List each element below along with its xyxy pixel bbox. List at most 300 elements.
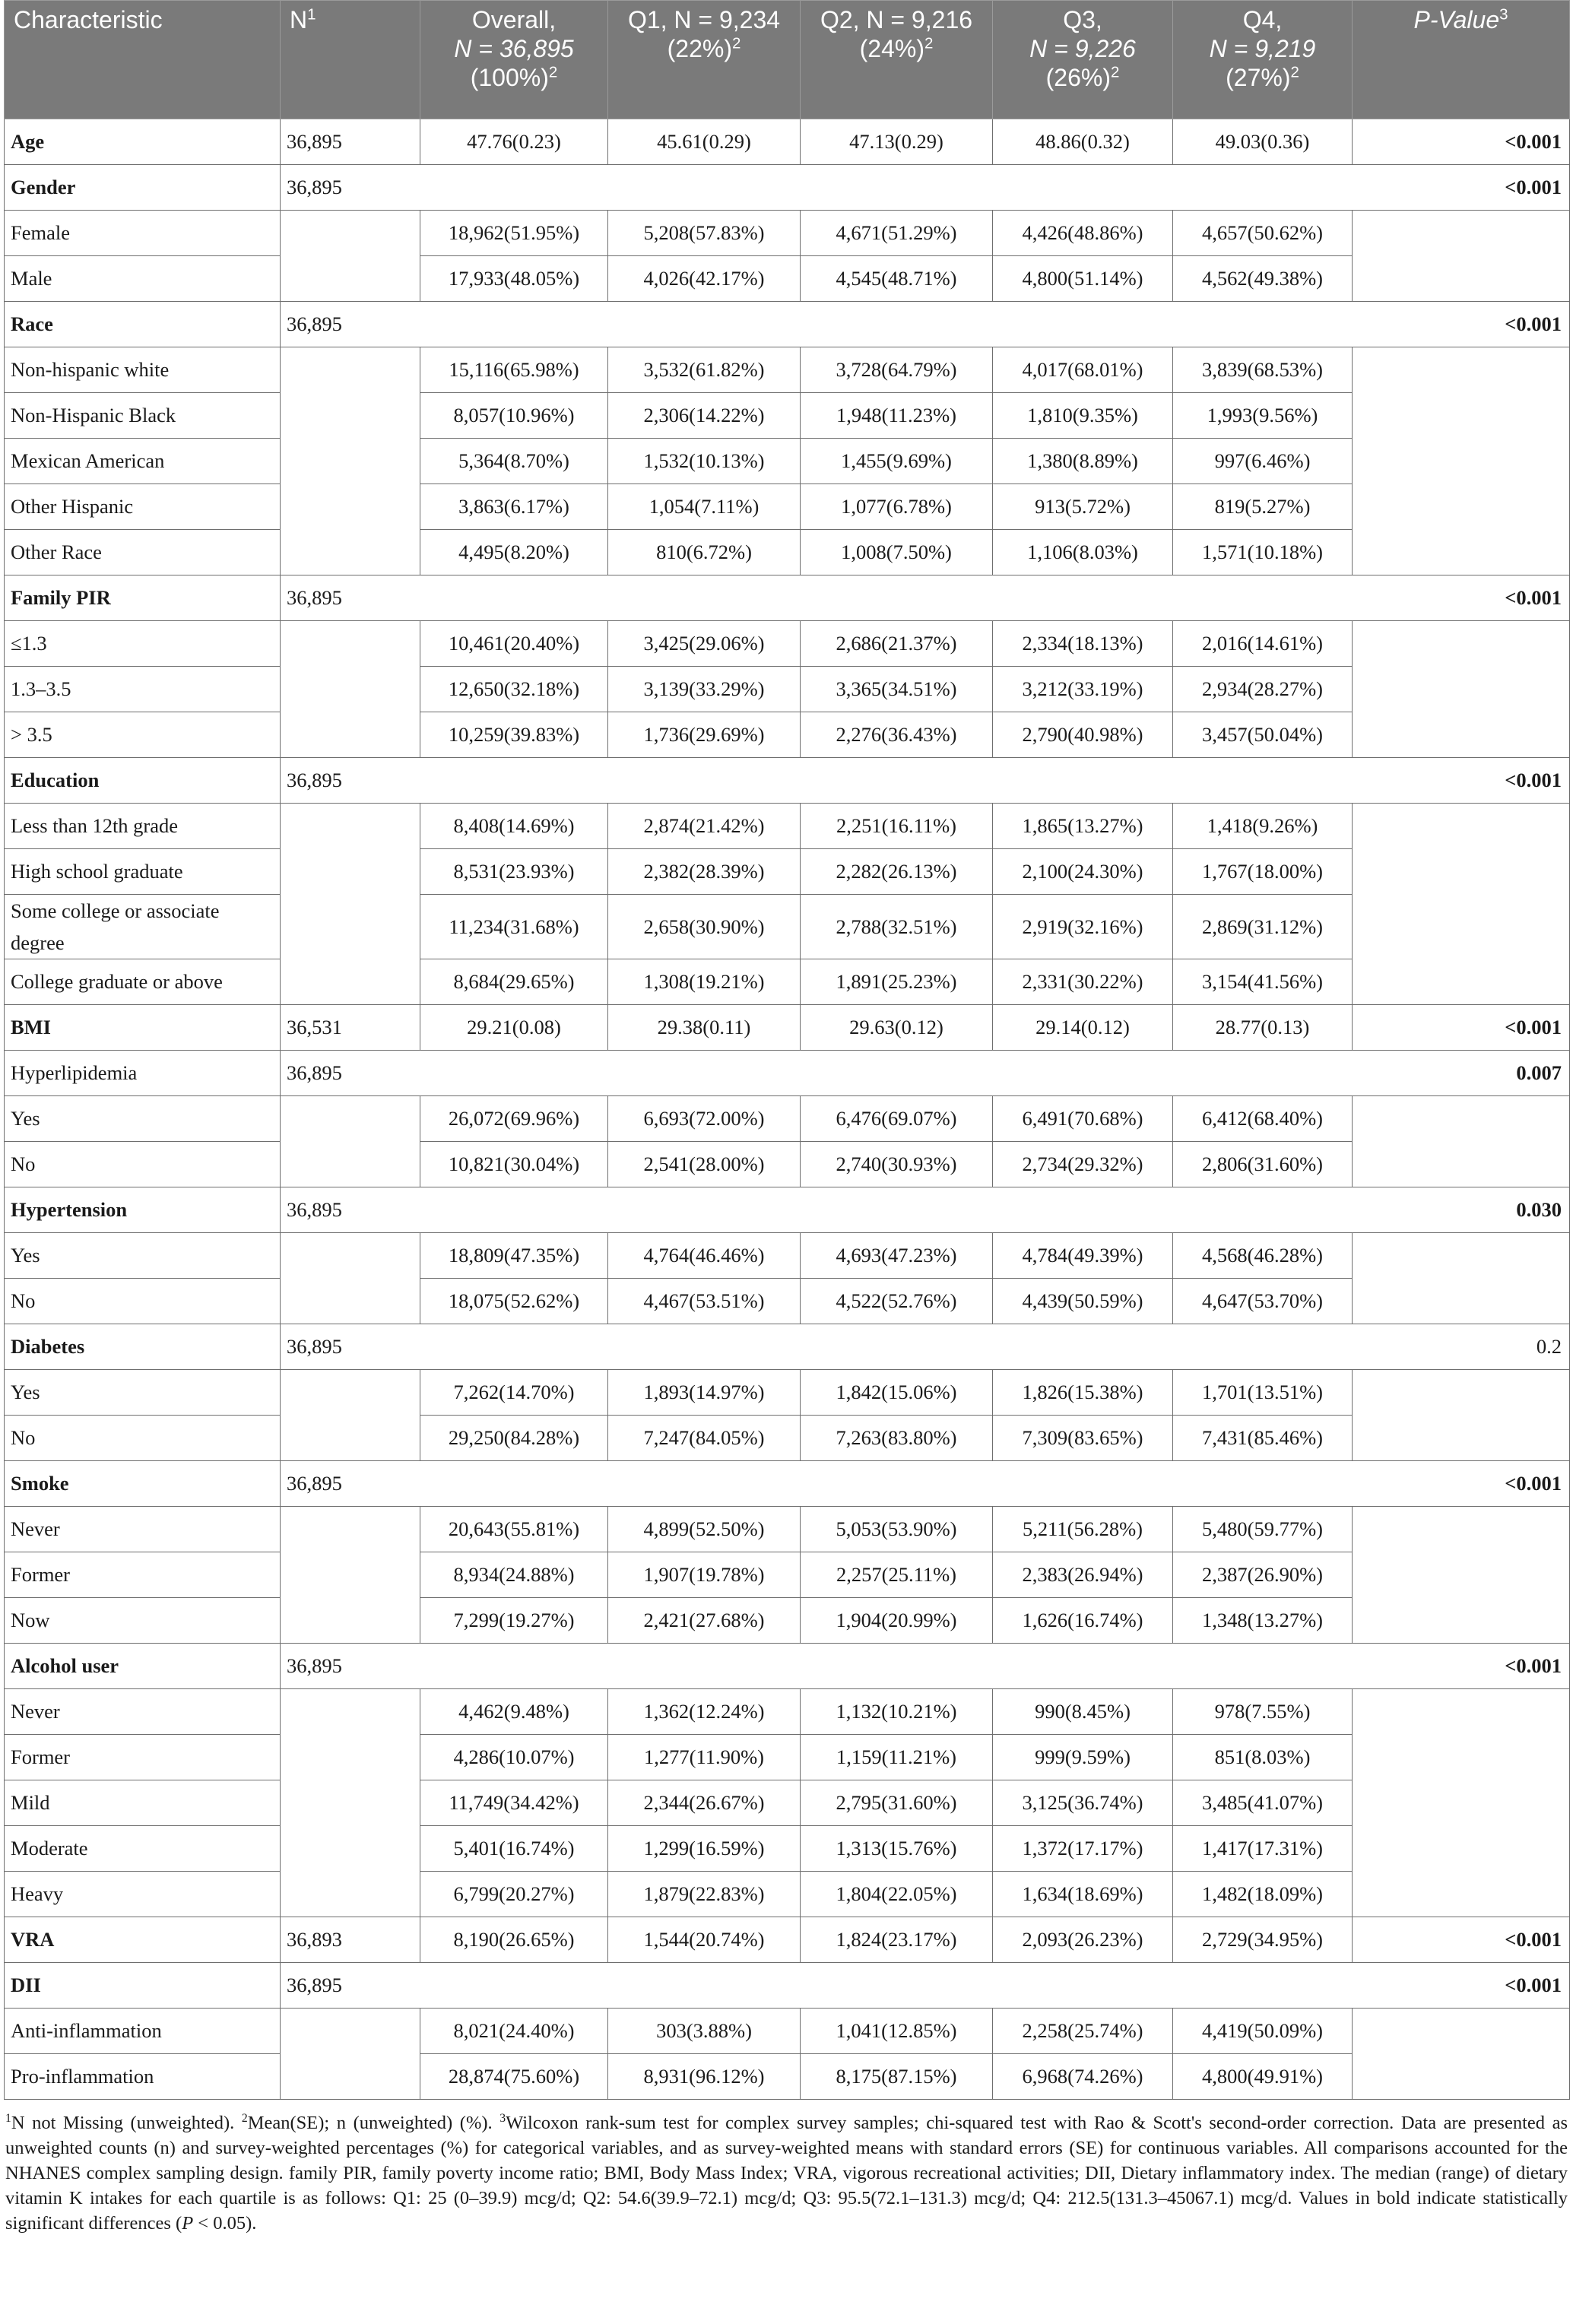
n-cell-empty (281, 1507, 420, 1552)
q4-cell: 997(6.46%) (1173, 439, 1353, 484)
n-cell: 36,895 (281, 302, 420, 347)
q3-cell: 2,093(26.23%) (993, 1917, 1173, 1963)
overall-cell: 8,684(29.65%) (420, 959, 608, 1005)
n-cell-empty (281, 1689, 420, 1735)
table-row-alc (5, 1644, 1570, 1689)
n-cell: 36,895 (281, 1187, 420, 1233)
q4-cell: 49.03(0.36) (1173, 119, 1353, 165)
q4-cell: 1,701(13.51%) (1173, 1370, 1353, 1416)
table-row-race (5, 302, 1570, 347)
q3-cell: 1,826(15.38%) (993, 1370, 1173, 1416)
p-value-cell: <0.001 (1353, 302, 1570, 347)
n-cell-empty (281, 959, 420, 1005)
characteristic-cell: Former (5, 1735, 281, 1780)
characteristic-cell: Education (5, 758, 281, 804)
q3-cell: 29.14(0.12) (993, 1005, 1173, 1051)
n-cell-empty (281, 393, 420, 439)
characteristic-cell: Anti-inflammation (5, 2009, 281, 2054)
n-cell-empty (281, 211, 420, 256)
header-q3: Q3, N = 9,226 $(26\%)^2$ (993, 1, 1173, 119)
q4-cell: 851(8.03%) (1173, 1735, 1353, 1780)
q1-cell: 2,874(21.42%) (608, 804, 801, 849)
n-cell-empty (281, 1872, 420, 1917)
n-cell-empty (281, 2009, 420, 2054)
characteristic-cell: Male (5, 256, 281, 302)
p-value-cell-empty (1353, 1735, 1570, 1780)
q1-cell: 45.61(0.29) (608, 119, 801, 165)
characteristic-cell: ≤1.3 (5, 621, 281, 667)
q4-cell: 2,016(14.61%) (1173, 621, 1353, 667)
q3-cell: 1,810(9.35%) (993, 393, 1173, 439)
n-cell-empty (281, 484, 420, 530)
q2-cell: 1,891(25.23%) (801, 959, 993, 1005)
q4-cell: 2,729(34.95%) (1173, 1917, 1353, 1963)
characteristic-cell: Heavy (5, 1872, 281, 1917)
q3-cell: 48.86(0.32) (993, 119, 1173, 165)
q3-cell: 4,800(51.14%) (993, 256, 1173, 302)
q4-cell: 3,457(50.04%) (1173, 712, 1353, 758)
q1-cell: 3,139(33.29%) (608, 667, 801, 712)
characteristic-cell: Never (5, 1689, 281, 1735)
q4-cell: 4,419(50.09%) (1173, 2009, 1353, 2054)
empty-cell (420, 1461, 1353, 1507)
p-value-cell-empty (1353, 959, 1570, 1005)
empty-cell (420, 758, 1353, 804)
table-row-nhw (5, 347, 1570, 393)
q4-cell: 819(5.27%) (1173, 484, 1353, 530)
characteristic-cell: Former (5, 1552, 281, 1598)
table-row-edu2 (5, 849, 1570, 895)
table-row-pir (5, 575, 1570, 621)
n-cell-empty (281, 1552, 420, 1598)
table-row-age (5, 119, 1570, 165)
q1-cell: 6,693(72.00%) (608, 1096, 801, 1142)
characteristic-cell: DII (5, 1963, 281, 2009)
q4-cell: 4,657(50.62%) (1173, 211, 1353, 256)
q2-cell: 1,159(11.21%) (801, 1735, 993, 1780)
p-value-cell: 0.030 (1353, 1187, 1570, 1233)
overall-cell: 8,531(23.93%) (420, 849, 608, 895)
p-value-cell-empty (1353, 1507, 1570, 1552)
n-cell-empty (281, 667, 420, 712)
overall-cell: 8,021(24.40%) (420, 2009, 608, 2054)
q2-cell: 1,948(11.23%) (801, 393, 993, 439)
p-value-cell-empty (1353, 712, 1570, 758)
table-footnote: $^1$N not Missing (unweighted). $^2$Mean(SE); n (unweighted) (%). $^3$Wilcoxon rank-sum test for complex survey samples; chi-squared test with Rao & Scott's second-order correction. Data are presented as unweighted counts (n) and survey-weighted percentages (%) for categorical variables, and as survey-weighted means with standard errors (SE) for continuous variables. All comparisons accounted for the NHANES complex sampling design. family PIR, family poverty income ratio; BMI, Body Mass Index; VRA, vigorous recreational activities; DII, Dietary inflammatory index. The median (range) of dietary vitamin K intakes for each quartile is as follows: Q1: 25 (0–39.9) mcg/d; Q2: 54.6(39.9–72.1) mcg/d; Q3: 95.5(72.1–131.3) mcg/d; Q4: 212.5(131.3–45067.1) mcg/d. Values in bold indicate statistically significant differences (P < 0.05). (5, 2111, 1568, 2234)
overall-cell: 10,821(30.04%) (420, 1142, 608, 1187)
table-row-bmi (5, 1005, 1570, 1051)
n-cell-empty (281, 712, 420, 758)
n-cell: 36,531 (281, 1005, 420, 1051)
n-cell-empty (281, 530, 420, 575)
overall-cell: 4,462(9.48%) (420, 1689, 608, 1735)
n-cell-empty (281, 1735, 420, 1780)
empty-cell (420, 1644, 1353, 1689)
n-cell-empty (281, 1233, 420, 1279)
p-value-cell-empty (1353, 895, 1570, 959)
q1-cell: 8,931(96.12%) (608, 2054, 801, 2100)
overall-cell: 15,116(65.98%) (420, 347, 608, 393)
p-value-cell: <0.001 (1353, 575, 1570, 621)
q3-cell: 2,790(40.98%) (993, 712, 1173, 758)
characteristic-cell: Female (5, 211, 281, 256)
q2-cell: 2,251(16.11%) (801, 804, 993, 849)
n-cell-empty (281, 621, 420, 667)
p-value-cell-empty (1353, 1416, 1570, 1461)
p-value-cell: <0.001 (1353, 758, 1570, 804)
q3-cell: 2,100(24.30%) (993, 849, 1173, 895)
q1-cell: 2,344(26.67%) (608, 1780, 801, 1826)
characteristic-cell: Yes (5, 1370, 281, 1416)
table-row-db-no (5, 1416, 1570, 1461)
p-value-cell-empty (1353, 2054, 1570, 2100)
table-row-edu1 (5, 804, 1570, 849)
q1-cell: 810(6.72%) (608, 530, 801, 575)
n-cell: 36,895 (281, 1461, 420, 1507)
characteristic-cell: No (5, 1416, 281, 1461)
q4-cell: 4,800(49.91%) (1173, 2054, 1353, 2100)
table-row-nhb (5, 393, 1570, 439)
q2-cell: 2,795(31.60%) (801, 1780, 993, 1826)
q1-cell: 5,208(57.83%) (608, 211, 801, 256)
p-value-cell-empty (1353, 1279, 1570, 1324)
table-row-oh (5, 484, 1570, 530)
table-row-hl-no (5, 1142, 1570, 1187)
p-value-cell-empty (1353, 849, 1570, 895)
characteristic-cell: VRA (5, 1917, 281, 1963)
q2-cell: 1,804(22.05%) (801, 1872, 993, 1917)
overall-cell: 11,749(34.42%) (420, 1780, 608, 1826)
characteristic-cell: Moderate (5, 1826, 281, 1872)
q4-cell: 1,993(9.56%) (1173, 393, 1353, 439)
characteristic-cell: 1.3–3.5 (5, 667, 281, 712)
q1-cell: 303(3.88%) (608, 2009, 801, 2054)
q4-cell: 1,417(17.31%) (1173, 1826, 1353, 1872)
p-value-cell-empty (1353, 1233, 1570, 1279)
q3-cell: 5,211(56.28%) (993, 1507, 1173, 1552)
n-cell-empty (281, 1416, 420, 1461)
p-value-cell-empty (1353, 484, 1570, 530)
q3-cell: 4,017(68.01%) (993, 347, 1173, 393)
q2-cell: 4,545(48.71%) (801, 256, 993, 302)
p-value-cell-empty (1353, 804, 1570, 849)
table-row-dii-anti (5, 2009, 1570, 2054)
empty-cell (420, 1187, 1353, 1233)
table-row-al-mild (5, 1780, 1570, 1826)
p-value-cell-empty (1353, 2009, 1570, 2054)
empty-cell (420, 1963, 1353, 2009)
q1-cell: 4,899(52.50%) (608, 1507, 801, 1552)
characteristic-cell: Less than 12th grade (5, 804, 281, 849)
header-p-value: P-Value$^3$ (1353, 1, 1570, 119)
n-cell: 36,895 (281, 1644, 420, 1689)
q2-cell: 2,788(32.51%) (801, 895, 993, 959)
q2-cell: 2,276(36.43%) (801, 712, 993, 758)
q3-cell: 1,106(8.03%) (993, 530, 1173, 575)
characteristic-cell: Smoke (5, 1461, 281, 1507)
q3-cell: 990(8.45%) (993, 1689, 1173, 1735)
q1-cell: 4,467(53.51%) (608, 1279, 801, 1324)
n-cell: 36,895 (281, 1324, 420, 1370)
q4-cell: 4,647(53.70%) (1173, 1279, 1353, 1324)
overall-cell: 5,364(8.70%) (420, 439, 608, 484)
header-characteristic: Characteristic (5, 1, 281, 119)
q4-cell: 6,412(68.40%) (1173, 1096, 1353, 1142)
q3-cell: 4,426(48.86%) (993, 211, 1173, 256)
q4-cell: 28.77(0.13) (1173, 1005, 1353, 1051)
characteristic-cell: Family PIR (5, 575, 281, 621)
p-value-cell-empty (1353, 1826, 1570, 1872)
n-cell: 36,895 (281, 575, 420, 621)
overall-cell: 29.21(0.08) (420, 1005, 608, 1051)
q2-cell: 1,041(12.85%) (801, 2009, 993, 2054)
p-value-cell: <0.001 (1353, 1963, 1570, 2009)
q1-cell: 1,907(19.78%) (608, 1552, 801, 1598)
p-value-cell: <0.001 (1353, 165, 1570, 211)
characteristic-cell: Non-hispanic white (5, 347, 281, 393)
p-value-cell: <0.001 (1353, 1917, 1570, 1963)
characteristic-cell: No (5, 1279, 281, 1324)
q2-cell: 4,671(51.29%) (801, 211, 993, 256)
p-value-cell-empty (1353, 393, 1570, 439)
q3-cell: 999(9.59%) (993, 1735, 1173, 1780)
n-cell-empty (281, 1780, 420, 1826)
table-row-gender (5, 165, 1570, 211)
q3-cell: 2,919(32.16%) (993, 895, 1173, 959)
q2-cell: 47.13(0.29) (801, 119, 993, 165)
q3-cell: 3,212(33.19%) (993, 667, 1173, 712)
q4-cell: 1,571(10.18%) (1173, 530, 1353, 575)
q4-cell: 7,431(85.46%) (1173, 1416, 1353, 1461)
table-header (5, 1, 1570, 119)
q3-cell: 2,331(30.22%) (993, 959, 1173, 1005)
n-cell: 36,895 (281, 758, 420, 804)
q2-cell: 7,263(83.80%) (801, 1416, 993, 1461)
overall-cell: 18,962(51.95%) (420, 211, 608, 256)
header-n: $N^1$ (281, 1, 420, 119)
q4-cell: 3,154(41.56%) (1173, 959, 1353, 1005)
characteristic-cell: No (5, 1142, 281, 1187)
empty-cell (420, 302, 1353, 347)
characteristic-cell: Diabetes (5, 1324, 281, 1370)
characteristics-table (4, 0, 1570, 2100)
overall-cell: 5,401(16.74%) (420, 1826, 608, 1872)
q2-cell: 3,728(64.79%) (801, 347, 993, 393)
q3-cell: 2,734(29.32%) (993, 1142, 1173, 1187)
p-value-cell-empty (1353, 1552, 1570, 1598)
q1-cell: 2,382(28.39%) (608, 849, 801, 895)
table-row-mex (5, 439, 1570, 484)
n-cell-empty (281, 804, 420, 849)
q1-cell: 1,736(29.69%) (608, 712, 801, 758)
overall-cell: 17,933(48.05%) (420, 256, 608, 302)
p-value-cell: <0.001 (1353, 1644, 1570, 1689)
q2-cell: 4,693(47.23%) (801, 1233, 993, 1279)
p-value-cell-empty (1353, 1370, 1570, 1416)
q3-cell: 6,968(74.26%) (993, 2054, 1173, 2100)
n-cell-empty (281, 256, 420, 302)
characteristic-cell: Race (5, 302, 281, 347)
q4-cell: 4,562(49.38%) (1173, 256, 1353, 302)
n-cell: 36,895 (281, 165, 420, 211)
table-row-sm-former (5, 1552, 1570, 1598)
q2-cell: 4,522(52.76%) (801, 1279, 993, 1324)
overall-cell: 20,643(55.81%) (420, 1507, 608, 1552)
q2-cell: 8,175(87.15%) (801, 2054, 993, 2100)
n-cell-empty (281, 439, 420, 484)
characteristic-cell: Non-Hispanic Black (5, 393, 281, 439)
n-cell-empty (281, 347, 420, 393)
table-row-sm-now (5, 1598, 1570, 1644)
overall-cell: 7,299(19.27%) (420, 1598, 608, 1644)
p-value-cell-empty (1353, 256, 1570, 302)
p-value-cell-empty (1353, 439, 1570, 484)
q3-cell: 1,380(8.89%) (993, 439, 1173, 484)
q2-cell: 2,257(25.11%) (801, 1552, 993, 1598)
table-row-pir1 (5, 621, 1570, 667)
q2-cell: 29.63(0.12) (801, 1005, 993, 1051)
q1-cell: 29.38(0.11) (608, 1005, 801, 1051)
q1-cell: 1,362(12.24%) (608, 1689, 801, 1735)
overall-cell: 12,650(32.18%) (420, 667, 608, 712)
q4-cell: 2,934(28.27%) (1173, 667, 1353, 712)
q1-cell: 1,893(14.97%) (608, 1370, 801, 1416)
table-row-pir3 (5, 712, 1570, 758)
q3-cell: 3,125(36.74%) (993, 1780, 1173, 1826)
overall-cell: 18,809(47.35%) (420, 1233, 608, 1279)
p-value-cell-empty (1353, 530, 1570, 575)
table-row-vra (5, 1917, 1570, 1963)
q2-cell: 1,313(15.76%) (801, 1826, 993, 1872)
p-value-cell-empty (1353, 347, 1570, 393)
p-value-cell-empty (1353, 621, 1570, 667)
characteristic-cell: Yes (5, 1096, 281, 1142)
p-value-cell-empty (1353, 1096, 1570, 1142)
q2-cell: 1,455(9.69%) (801, 439, 993, 484)
q1-cell: 4,764(46.46%) (608, 1233, 801, 1279)
header-q1: Q1, N = 9,234 $(22\%)^2$ (608, 1, 801, 119)
overall-cell: 6,799(20.27%) (420, 1872, 608, 1917)
p-value-cell: <0.001 (1353, 1005, 1570, 1051)
n-cell-empty (281, 2054, 420, 2100)
overall-cell: 11,234(31.68%) (420, 895, 608, 959)
q3-cell: 6,491(70.68%) (993, 1096, 1173, 1142)
characteristic-cell: Alcohol user (5, 1644, 281, 1689)
q3-cell: 4,439(50.59%) (993, 1279, 1173, 1324)
characteristic-cell: College graduate or above (5, 959, 281, 1005)
p-value-cell-empty (1353, 1142, 1570, 1187)
overall-cell: 7,262(14.70%) (420, 1370, 608, 1416)
header-row (5, 1, 1570, 119)
q3-cell: 1,634(18.69%) (993, 1872, 1173, 1917)
q2-cell: 1,132(10.21%) (801, 1689, 993, 1735)
table-row-dii-pro (5, 2054, 1570, 2100)
q2-cell: 6,476(69.07%) (801, 1096, 993, 1142)
n-cell-empty (281, 1370, 420, 1416)
table-row-al-mod (5, 1826, 1570, 1872)
table-row-edu3 (5, 895, 1570, 959)
q1-cell: 1,879(22.83%) (608, 1872, 801, 1917)
characteristic-cell: Hyperlipidemia (5, 1051, 281, 1096)
q2-cell: 3,365(34.51%) (801, 667, 993, 712)
table-row-or (5, 530, 1570, 575)
table-row-db-yes (5, 1370, 1570, 1416)
q2-cell: 2,740(30.93%) (801, 1142, 993, 1187)
q1-cell: 7,247(84.05%) (608, 1416, 801, 1461)
characteristic-cell: Gender (5, 165, 281, 211)
q3-cell: 1,865(13.27%) (993, 804, 1173, 849)
q4-cell: 978(7.55%) (1173, 1689, 1353, 1735)
p-value-cell: <0.001 (1353, 1461, 1570, 1507)
characteristic-cell: Mild (5, 1780, 281, 1826)
n-cell: 36,895 (281, 1051, 420, 1096)
q2-cell: 1,842(15.06%) (801, 1370, 993, 1416)
empty-cell (420, 165, 1353, 211)
q1-cell: 3,425(29.06%) (608, 621, 801, 667)
n-cell: 36,893 (281, 1917, 420, 1963)
table-row-ht-no (5, 1279, 1570, 1324)
characteristic-cell: Some college or associate degree (5, 895, 281, 959)
n-cell-empty (281, 1096, 420, 1142)
empty-cell (420, 1324, 1353, 1370)
table-row-dii (5, 1963, 1570, 2009)
q3-cell: 4,784(49.39%) (993, 1233, 1173, 1279)
table-row-al-never (5, 1689, 1570, 1735)
q4-cell: 2,806(31.60%) (1173, 1142, 1353, 1187)
characteristic-cell: Other Race (5, 530, 281, 575)
overall-cell: 8,190(26.65%) (420, 1917, 608, 1963)
q2-cell: 1,077(6.78%) (801, 484, 993, 530)
overall-cell: 8,934(24.88%) (420, 1552, 608, 1598)
q1-cell: 1,308(19.21%) (608, 959, 801, 1005)
q3-cell: 1,372(17.17%) (993, 1826, 1173, 1872)
q4-cell: 1,767(18.00%) (1173, 849, 1353, 895)
q2-cell: 1,904(20.99%) (801, 1598, 993, 1644)
table-row-diab (5, 1324, 1570, 1370)
n-cell-empty (281, 1826, 420, 1872)
q4-cell: 3,485(41.07%) (1173, 1780, 1353, 1826)
overall-cell: 28,874(75.60%) (420, 2054, 608, 2100)
p-value-cell: <0.001 (1353, 119, 1570, 165)
characteristic-cell: Never (5, 1507, 281, 1552)
table-row-male (5, 256, 1570, 302)
q1-cell: 1,532(10.13%) (608, 439, 801, 484)
q2-cell: 2,686(21.37%) (801, 621, 993, 667)
q4-cell: 2,387(26.90%) (1173, 1552, 1353, 1598)
characteristic-cell: High school graduate (5, 849, 281, 895)
q1-cell: 2,541(28.00%) (608, 1142, 801, 1187)
q4-cell: 3,839(68.53%) (1173, 347, 1353, 393)
q1-cell: 2,658(30.90%) (608, 895, 801, 959)
table-row-hyperten (5, 1187, 1570, 1233)
characteristic-cell: > 3.5 (5, 712, 281, 758)
table-row-edu (5, 758, 1570, 804)
q3-cell: 2,383(26.94%) (993, 1552, 1173, 1598)
p-value-cell-empty (1353, 1598, 1570, 1644)
q3-cell: 2,334(18.13%) (993, 621, 1173, 667)
q3-cell: 7,309(83.65%) (993, 1416, 1173, 1461)
q3-cell: 1,626(16.74%) (993, 1598, 1173, 1644)
overall-cell: 29,250(84.28%) (420, 1416, 608, 1461)
table-row-ht-yes (5, 1233, 1570, 1279)
p-value-cell: 0.007 (1353, 1051, 1570, 1096)
q1-cell: 1,299(16.59%) (608, 1826, 801, 1872)
q2-cell: 1,824(23.17%) (801, 1917, 993, 1963)
q4-cell: 1,418(9.26%) (1173, 804, 1353, 849)
overall-cell: 4,286(10.07%) (420, 1735, 608, 1780)
characteristic-cell: Mexican American (5, 439, 281, 484)
header-overall: Overall, N = 36,895 $(100\%)^2$ (420, 1, 608, 119)
